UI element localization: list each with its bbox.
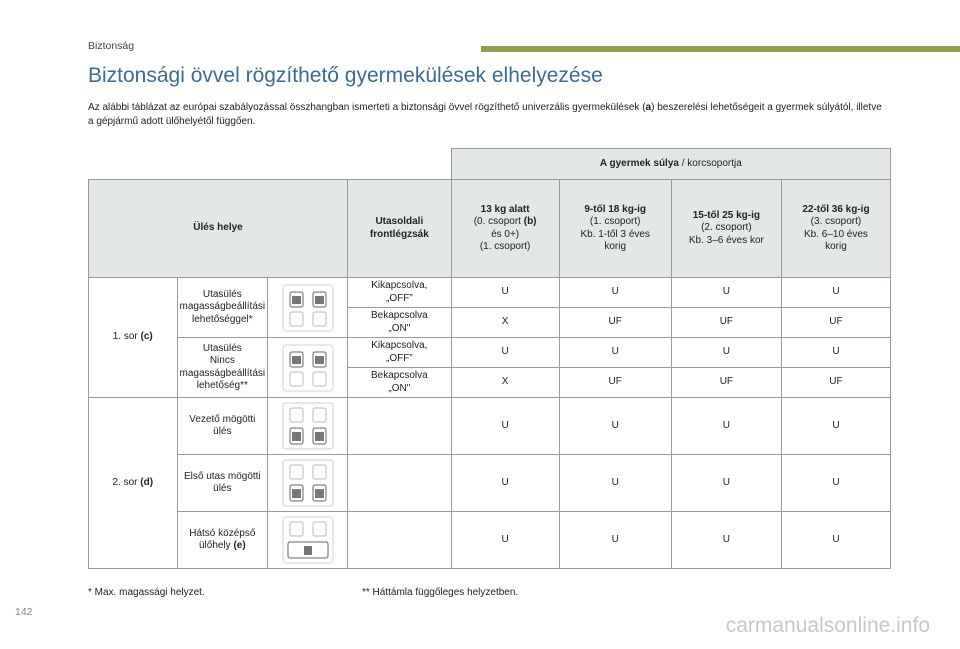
- cell-value: U: [451, 512, 559, 569]
- intro-text-2: ) beszerelési lehetőségeit a gyermek súlyától, illetve a gépjármű adott ülőhelyétől függően.: [88, 102, 882, 127]
- seat-diagram-icon: [268, 278, 348, 338]
- col-header-15-25kg: 15-től 25 kg-ig (2. csoport) Kb. 3–6 éves kor: [671, 180, 781, 278]
- cell-value: U: [451, 398, 559, 455]
- cell-value: U: [671, 338, 781, 368]
- seat-desc-passenger-fixed: Utasülés Nincs magasságbeállítási lehetőség**: [177, 338, 268, 398]
- seat-desc-passenger-adjustable: Utasülés magasságbeállítási lehetőséggel*: [177, 278, 268, 338]
- car-seat-diagram-icon: [277, 343, 339, 393]
- seat-diagram-icon: [268, 455, 348, 512]
- cell-value: U: [451, 278, 559, 308]
- cell-value: U: [671, 398, 781, 455]
- cell-value: U: [559, 398, 671, 455]
- seat-diagram-icon: [268, 512, 348, 569]
- weight-group-header: A gyermek súlya / korcsoportja: [451, 149, 890, 180]
- seat-desc-behind-passenger: Első utas mögötti ülés: [177, 455, 268, 512]
- cell-value: U: [781, 455, 890, 512]
- cell-value: U: [781, 338, 890, 368]
- airbag-state-off: Kikapcsolva, „OFF”: [348, 338, 452, 368]
- col-header-22-36kg: 22-től 36 kg-ig (3. csoport) Kb. 6–10 éves korig: [781, 180, 890, 278]
- footnote-2: ** Háttámla függőleges helyzetben.: [362, 587, 519, 598]
- cell-value: U: [671, 278, 781, 308]
- airbag-state-off: Kikapcsolva, „OFF”: [348, 278, 452, 308]
- car-seat-diagram-icon: [277, 458, 339, 508]
- cell-value: U: [559, 512, 671, 569]
- cell-value: U: [671, 512, 781, 569]
- cell-value: U: [559, 338, 671, 368]
- airbag-state-on: Bekapcsolva „ON": [348, 308, 452, 338]
- child-seat-table: [88, 148, 891, 569]
- header-accent-bar: [481, 46, 960, 52]
- col-header-9-18kg: 9-től 18 kg-ig (1. csoport) Kb. 1-től 3 éves korig: [559, 180, 671, 278]
- cell-value: UF: [559, 308, 671, 338]
- row-label-2: 2. sor (d): [89, 398, 178, 569]
- cell-value: U: [781, 512, 890, 569]
- intro-text-1: Az alábbi táblázat az európai szabályozással összhangban ismerteti a biztonsági övvel rögzíthető univerzális gyermekülések (: [88, 102, 646, 113]
- seat-diagram-icon: [268, 398, 348, 455]
- cell-value: X: [451, 308, 559, 338]
- cell-value: UF: [781, 368, 890, 398]
- section-label: Biztonság: [88, 40, 135, 52]
- cell-value: U: [781, 278, 890, 308]
- cell-value: U: [781, 398, 890, 455]
- cell-value: X: [451, 368, 559, 398]
- page-title: Biztonsági övvel rögzíthető gyermekülések elhelyezése: [88, 64, 603, 87]
- row-label-1: 1. sor (c): [89, 278, 178, 398]
- car-seat-diagram-icon: [277, 401, 339, 451]
- airbag-header: Utasoldali frontlégzsák: [348, 180, 452, 278]
- col-header-13kg: 13 kg alatt (0. csoport (b) és 0+) (1. csoport): [451, 180, 559, 278]
- seat-position-header: Ülés helye: [89, 180, 348, 278]
- footnote-1: * Max. magassági helyzet.: [88, 587, 205, 598]
- cell-value: UF: [671, 308, 781, 338]
- intro-paragraph: [88, 101, 888, 128]
- cell-value: UF: [781, 308, 890, 338]
- seat-desc-behind-driver: Vezető mögötti ülés: [177, 398, 268, 455]
- cell-value: U: [559, 455, 671, 512]
- intro-bold-a: a: [645, 102, 652, 113]
- page-number: 142: [15, 606, 33, 618]
- seat-desc-rear-center: Hátsó középső ülőhely (e): [177, 512, 268, 569]
- seat-diagram-icon: [268, 338, 348, 398]
- airbag-state-on: Bekapcsolva „ON": [348, 368, 452, 398]
- cell-value: UF: [671, 368, 781, 398]
- car-seat-diagram-icon: [277, 515, 339, 565]
- cell-value: U: [559, 278, 671, 308]
- cell-value: U: [451, 338, 559, 368]
- cell-value: UF: [559, 368, 671, 398]
- car-seat-diagram-icon: [277, 283, 339, 333]
- watermark: carmanualsonline.info: [725, 614, 930, 637]
- cell-value: U: [451, 455, 559, 512]
- cell-value: U: [671, 455, 781, 512]
